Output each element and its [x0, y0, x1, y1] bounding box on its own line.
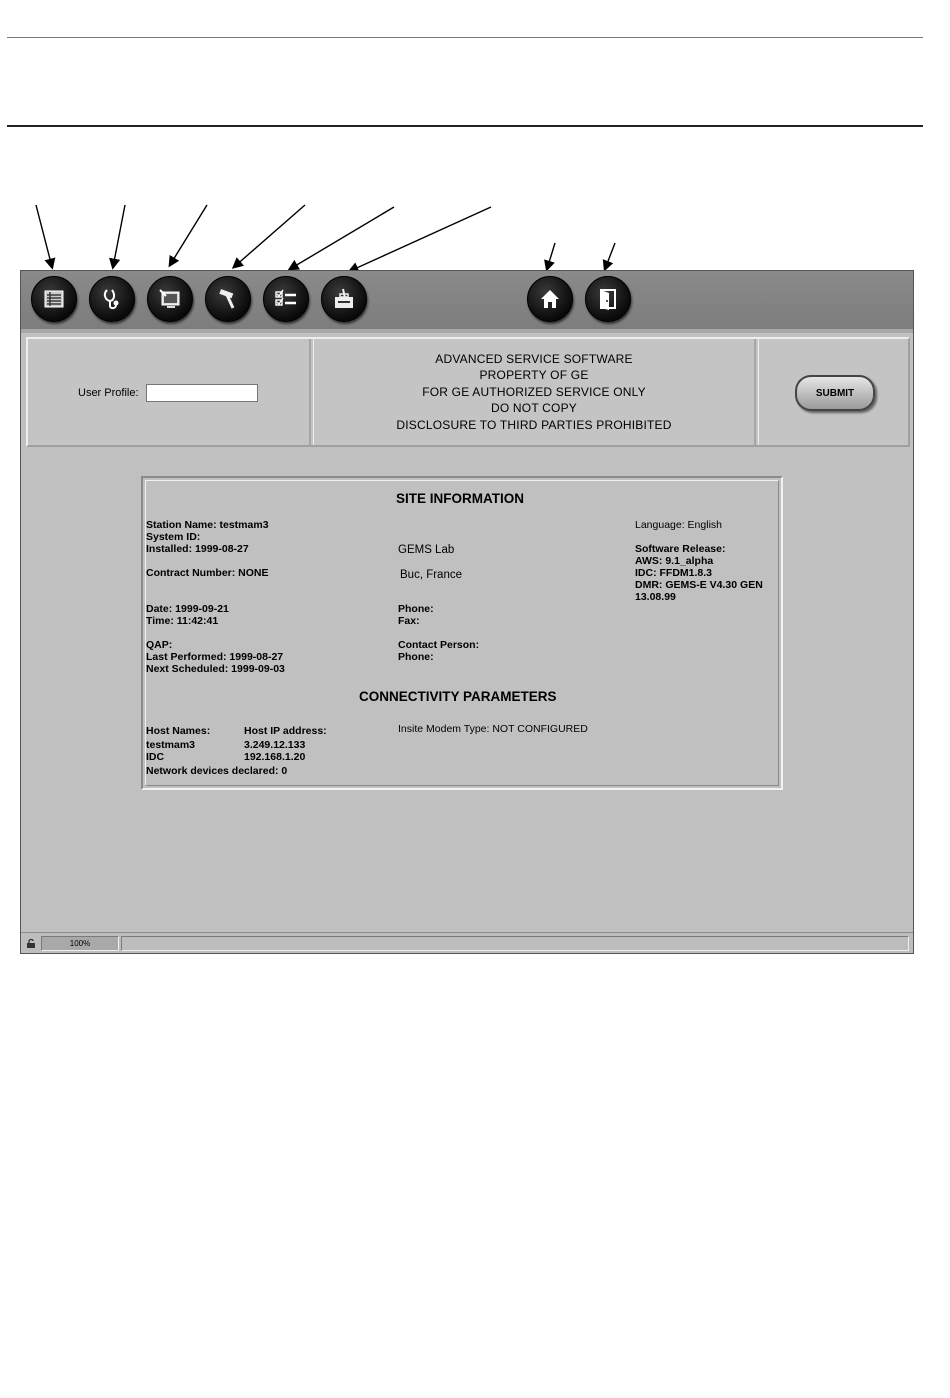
toolbox-icon	[329, 284, 359, 314]
notice-line: FOR GE AUTHORIZED SERVICE ONLY	[422, 384, 646, 399]
qap-next-scheduled: Next Scheduled: 1999-09-03	[146, 663, 285, 675]
user-profile-input[interactable]	[146, 384, 258, 402]
station-name: Station Name: testmam3	[146, 519, 269, 531]
site-fax: Fax:	[398, 615, 420, 627]
host-ip: 3.249.12.133	[244, 739, 306, 751]
header-panel	[26, 337, 910, 447]
status-message	[121, 936, 909, 951]
installed-date: Installed: 1999-08-27	[146, 543, 249, 555]
host-ip: 192.168.1.20	[244, 751, 306, 763]
submit-button[interactable]: SUBMIT	[795, 375, 875, 411]
current-time: Time: 11:42:41	[146, 615, 219, 627]
software-release-label: Software Release:	[635, 543, 726, 555]
diagnostics-button[interactable]	[89, 276, 135, 322]
network-devices: Network devices declared: 0	[146, 765, 288, 777]
notice-line: DO NOT COPY	[491, 401, 577, 416]
notice-line: DISCLOSURE TO THIRD PARTIES PROHIBITED	[396, 417, 672, 432]
list-button[interactable]	[31, 276, 77, 322]
connectivity-title: CONNECTIVITY PARAMETERS	[359, 689, 557, 704]
user-profile-label: User Profile:	[78, 387, 139, 399]
callout-arrow-2	[113, 205, 125, 267]
exit-button[interactable]	[585, 276, 631, 322]
host-names-header: Host Names:	[146, 725, 211, 737]
checklist-button[interactable]	[263, 276, 309, 322]
monitor-icon	[155, 284, 185, 314]
host-name: IDC	[146, 751, 165, 763]
toolbar-separator	[21, 329, 913, 333]
utilities-button[interactable]	[321, 276, 367, 322]
legal-notice	[313, 339, 756, 445]
site-information-panel	[141, 476, 783, 790]
toolbar	[21, 271, 913, 331]
host-ip-header: Host IP address:	[244, 725, 327, 737]
callout-arrows	[0, 195, 950, 280]
image-quality-button[interactable]	[147, 276, 193, 322]
app-window	[20, 270, 914, 954]
notice-line: ADVANCED SERVICE SOFTWARE	[435, 351, 633, 366]
host-name: testmam3	[146, 739, 196, 751]
qap-last-performed: Last Performed: 1999-08-27	[146, 651, 284, 663]
callout-arrow-7	[547, 243, 555, 269]
progress-indicator: 100%	[41, 936, 119, 951]
aws-version: AWS: 9.1_alpha	[635, 555, 714, 567]
contract-number: Contract Number: NONE	[146, 567, 269, 579]
language: Language: English	[635, 519, 722, 531]
hammer-icon	[213, 284, 243, 314]
lock-icon	[25, 937, 37, 949]
calibration-button[interactable]	[205, 276, 251, 322]
qap-label: QAP:	[146, 639, 173, 651]
site-location: Buc, France	[400, 569, 462, 581]
stethoscope-icon	[97, 284, 127, 314]
user-profile-cell	[28, 339, 311, 445]
site-information-inner	[145, 480, 779, 786]
exit-door-icon	[593, 284, 623, 314]
checklist-icon	[271, 284, 301, 314]
callout-arrow-1	[36, 205, 52, 267]
current-date: Date: 1999-09-21	[146, 603, 229, 615]
modem-type: Insite Modem Type: NOT CONFIGURED	[398, 723, 588, 735]
top-rule	[7, 37, 923, 38]
idc-version: IDC: FFDM1.8.3	[635, 567, 713, 579]
list-icon	[39, 284, 69, 314]
home-icon	[535, 284, 565, 314]
callout-arrow-6	[350, 207, 491, 271]
contact-person: Contact Person:	[398, 639, 480, 651]
callout-arrow-5	[290, 207, 394, 269]
status-bar	[21, 932, 913, 953]
system-id: System ID:	[146, 531, 201, 543]
submit-cell	[758, 339, 908, 445]
header-rule	[7, 125, 923, 127]
home-button[interactable]	[527, 276, 573, 322]
dmr-version-date: 13.08.99	[635, 591, 676, 603]
site-phone: Phone:	[398, 603, 434, 615]
callout-arrow-3	[170, 205, 207, 265]
notice-line: PROPERTY OF GE	[479, 368, 589, 383]
callout-arrow-8	[605, 243, 615, 269]
dmr-version: DMR: GEMS-E V4.30 GEN	[635, 579, 763, 591]
callout-arrow-4	[234, 205, 305, 267]
site-information-title: SITE INFORMATION	[396, 491, 524, 506]
site-name: GEMS Lab	[398, 544, 455, 556]
contact-phone: Phone:	[398, 651, 434, 663]
